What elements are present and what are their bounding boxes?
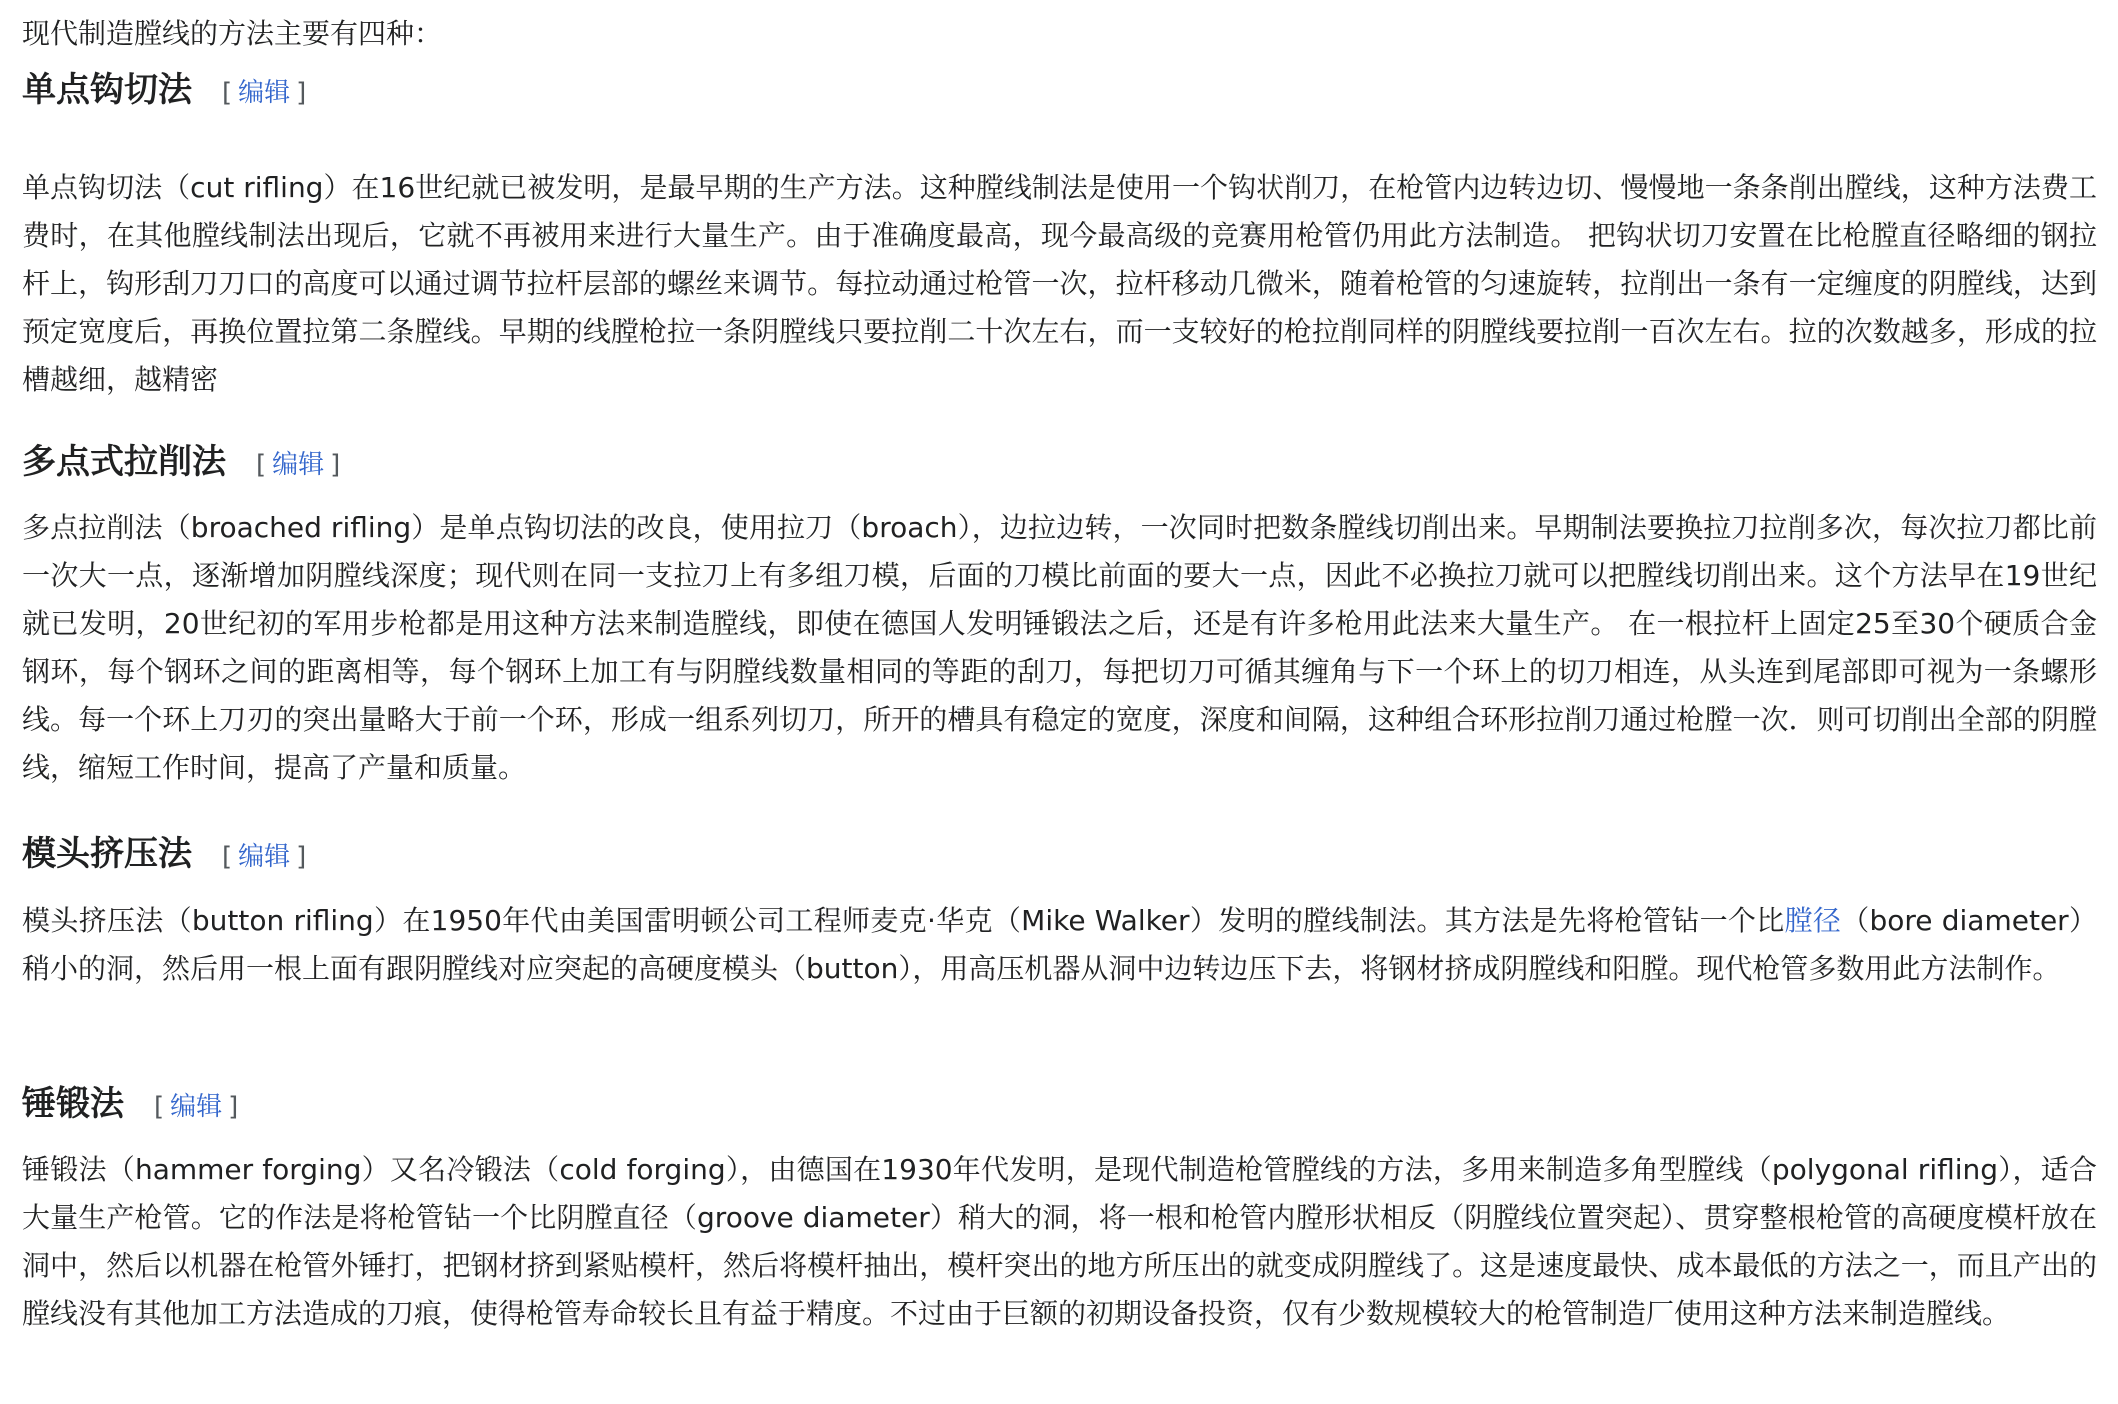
section-heading-broached-rifling — [22, 440, 346, 487]
bore-diameter-link[interactable]: 膛径 — [1784, 904, 1842, 937]
section-body-cut-rifling: 单点钩切法（cut rifling）在16世纪就已被发明，是最早期的生产方法。这种膛线制法是使用一个钩状削刀，在枪管内边转边切、慢慢地一条条削出膛线，这种方法费工费时，在其他膛线制法出现后，它就不再被用来进行大量生产。由于准确度最高，现今最高级的竞赛用枪管仍用此方法制造。 把钩状切刀安置在比枪膛直径略细的钢拉杆上，钩形刮刀刀口的高度可以通过调节拉杆层部的螺丝来调节。每拉动通过枪管一次，拉杆移动几微米，随着枪管的匀速旋转，拉削出一条有一定缠度的阴膛线，达到预定宽度后，再换位置拉第二条膛线。早期的线膛枪拉一条阴膛线只要拉削二十次左右，而一支较好的枪拉削同样的阴膛线要拉削一百次左右。拉的次数越多，形成的拉槽越细，越精密 — [22, 171, 2097, 396]
edit-bracket-open: [ — [256, 450, 267, 480]
section-heading-hammer-forging — [22, 1082, 244, 1129]
section-title: 单点钩切法 — [22, 70, 192, 110]
edit-section-link[interactable]: 编辑 — [272, 450, 325, 480]
section-body-hammer-forging: 锤锻法（hammer forging）又名冷锻法（cold forging），由德国在1930年代发明，是现代制造枪管膛线的方法，多用来制造多角型膛线（polygonal rifling），适合大量生产枪管。它的作法是将枪管钻一个比阴膛直径（groove diameter）稍大的洞，将一根和枪管内膛形状相反（阴膛线位置突起）、贯穿整根枪管的高硬度模杆放在洞中，然后以机器在枪管外锤打，把钢材挤到紧贴模杆，然后将模杆抽出，模杆突出的地方所压出的就变成阴膛线了。这是速度最快、成本最低的方法之一，而且产出的膛线没有其他加工方法造成的刀痕，使得枪管寿命较长且有益于精度。不过由于巨额的初期设备投资，仅有少数规模较大的枪管制造厂使用这种方法来制造膛线。 — [22, 1153, 2097, 1330]
edit-bracket-open: [ — [154, 1092, 165, 1122]
edit-section-link-wrapper — [250, 450, 346, 480]
edit-bracket-close: ] — [228, 1092, 239, 1122]
edit-section-link-wrapper — [216, 78, 312, 108]
edit-section-link-wrapper — [216, 842, 312, 872]
edit-bracket-close: ] — [296, 78, 307, 108]
section-heading-cut-rifling — [22, 68, 312, 115]
intro-paragraph: 现代制造膛线的方法主要有四种： — [22, 17, 443, 50]
body-text-after-link: （bore diameter）稍小的洞，然后用一根上面有跟阴膛线对应突起的高硬度模头（button），用高压机器从洞中边转边压下去，将钢材挤成阴膛线和阳膛。现代枪管多数用此方法制作。 — [22, 904, 2097, 985]
section-title: 多点式拉削法 — [22, 442, 226, 482]
edit-section-link[interactable]: 编辑 — [170, 1092, 223, 1122]
edit-bracket-open: [ — [222, 78, 233, 108]
section-heading-button-rifling — [22, 832, 312, 879]
section-body-broached-rifling: 多点拉削法（broached rifling）是单点钩切法的改良，使用拉刀（broach），边拉边转，一次同时把数条膛线切削出来。早期制法要换拉刀拉削多次，每次拉刀都比前一次大一点，逐渐增加阴膛线深度；现代则在同一支拉刀上有多组刀模，后面的刀模比前面的要大一点，因此不必换拉刀就可以把膛线切削出来。这个方法早在19世纪就已发明，20世纪初的军用步枪都是用这种方法来制造膛线，即使在德国人发明锤锻法之后，还是有许多枪用此法来大量生产。 在一根拉杆上固定25至30个硬质合金钢环，每个钢环之间的距离相等，每个钢环上加工有与阴膛线数量相同的等距的刮刀，每把切刀可循其缠角与下一个环上的切刀相连，从头连到尾部即可视为一条螺形线。每一个环上刀刃的突出量略大于前一个环，形成一组系列切刀，所开的槽具有稳定的宽度，深度和间隔，这种组合环形拉削刀通过枪膛一次．则可切削出全部的阴膛线，缩短工作时间，提高了产量和质量。 — [22, 511, 2097, 784]
edit-bracket-close: ] — [330, 450, 341, 480]
edit-bracket-close: ] — [296, 842, 307, 872]
section-body-button-rifling — [22, 897, 2097, 993]
body-text-before-link: 模头挤压法（button rifling）在1950年代由美国雷明顿公司工程师麦克·华克（Mike Walker）发明的膛线制法。其方法是先将枪管钻一个比 — [22, 904, 1785, 937]
edit-section-link[interactable]: 编辑 — [238, 842, 291, 872]
edit-bracket-open: [ — [222, 842, 233, 872]
section-title: 模头挤压法 — [22, 834, 192, 874]
edit-section-link[interactable]: 编辑 — [238, 78, 291, 108]
section-title: 锤锻法 — [22, 1084, 124, 1124]
edit-section-link-wrapper — [148, 1092, 244, 1122]
